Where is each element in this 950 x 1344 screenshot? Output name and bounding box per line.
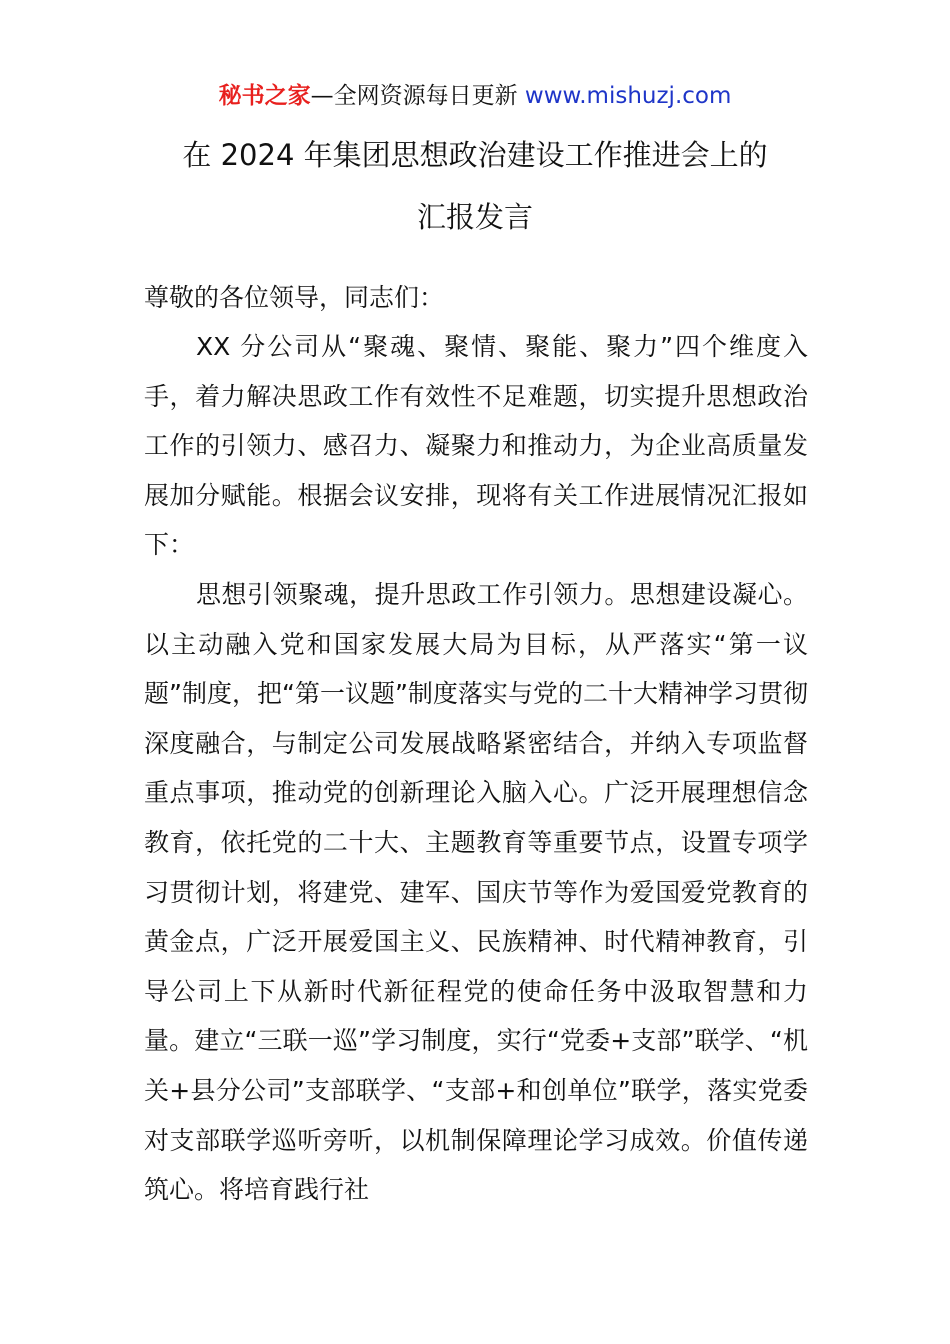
title-line-1: 在 2024 年集团思想政治建设工作推进会上的 — [182, 138, 768, 172]
document-title — [0, 124, 950, 248]
title-line-2: 汇报发言 — [416, 200, 533, 234]
paragraph-section-1: 思想引领聚魂，提升思政工作引领力。思想建设凝心。以主动融入党和国家发展大局为目标，从严落实“第一议题”制度，把“第一议题”制度落实与党的二十大精神学习贯彻深度融合，与制定公司发展战略紧密结合，并纳入专项监督重点事项，推动党的创新理论入脑入心。广泛开展理想信念教育，依托党的二十大、主题教育等重要节点，设置专项学习贯彻计划，将建党、建军、国庆节等作为爱国爱党教育的黄金点，广泛开展爱国主义、民族精神、时代精神教育，引导公司上下从新时代新征程党的使命任务中汲取智慧和力量。建立“三联一巡”学习制度，实行“党委+支部”联学、“机关+县分公司”支部联学、“支部+和创单位”联学，落实党委对支部联学巡听旁听，以机制保障理论学习成效。价值传递筑心。将培育践行社 — [144, 579, 808, 1205]
paragraph-intro: XX 分公司从“聚魂、聚情、聚能、聚力”四个维度入手，着力解决思政工作有效性不足难题，切实提升思想政治工作的引领力、感召力、凝聚力和推动力，为企业高质量发展加分赋能。根据会议安排，现将有关工作进展情况汇报如下： — [144, 332, 808, 560]
brand-name: 秘书之家 — [218, 83, 311, 109]
salutation: 尊敬的各位领导，同志们： — [144, 283, 445, 312]
site-url: www.mishuzj.com — [524, 83, 732, 109]
site-header — [0, 80, 950, 112]
body-text — [144, 322, 808, 1215]
header-tagline: —全网资源每日更新 — [310, 83, 525, 109]
